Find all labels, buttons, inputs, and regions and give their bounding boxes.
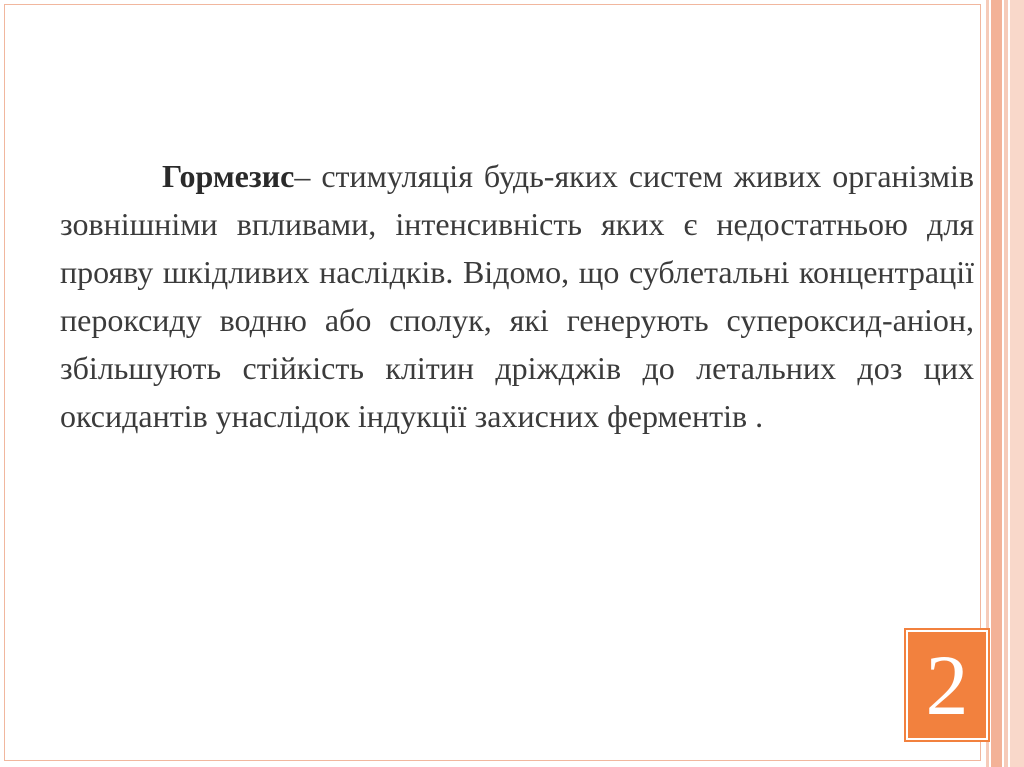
body-paragraph	[60, 152, 974, 440]
decorative-stripe	[1004, 0, 1008, 767]
decorative-stripe	[1010, 0, 1024, 767]
page-number: 2	[925, 637, 969, 733]
definition-text: – стимуляція будь-яких систем живих організмів зовнішніми впливами, інтенсивність яких є недостатньою для прояву шкідливих наслідків. Відомо, що сублетальні концентрації пероксиду водню або сполук, які генерують супероксид-аніон, збільшують стійкість клітин дріжджів до летальних доз цих оксидантів унаслідок індукції захисних ферментів .	[60, 158, 974, 434]
page-number-badge	[906, 630, 988, 740]
decorative-stripe	[991, 0, 1002, 767]
term-heading: Гормезис	[162, 158, 295, 194]
